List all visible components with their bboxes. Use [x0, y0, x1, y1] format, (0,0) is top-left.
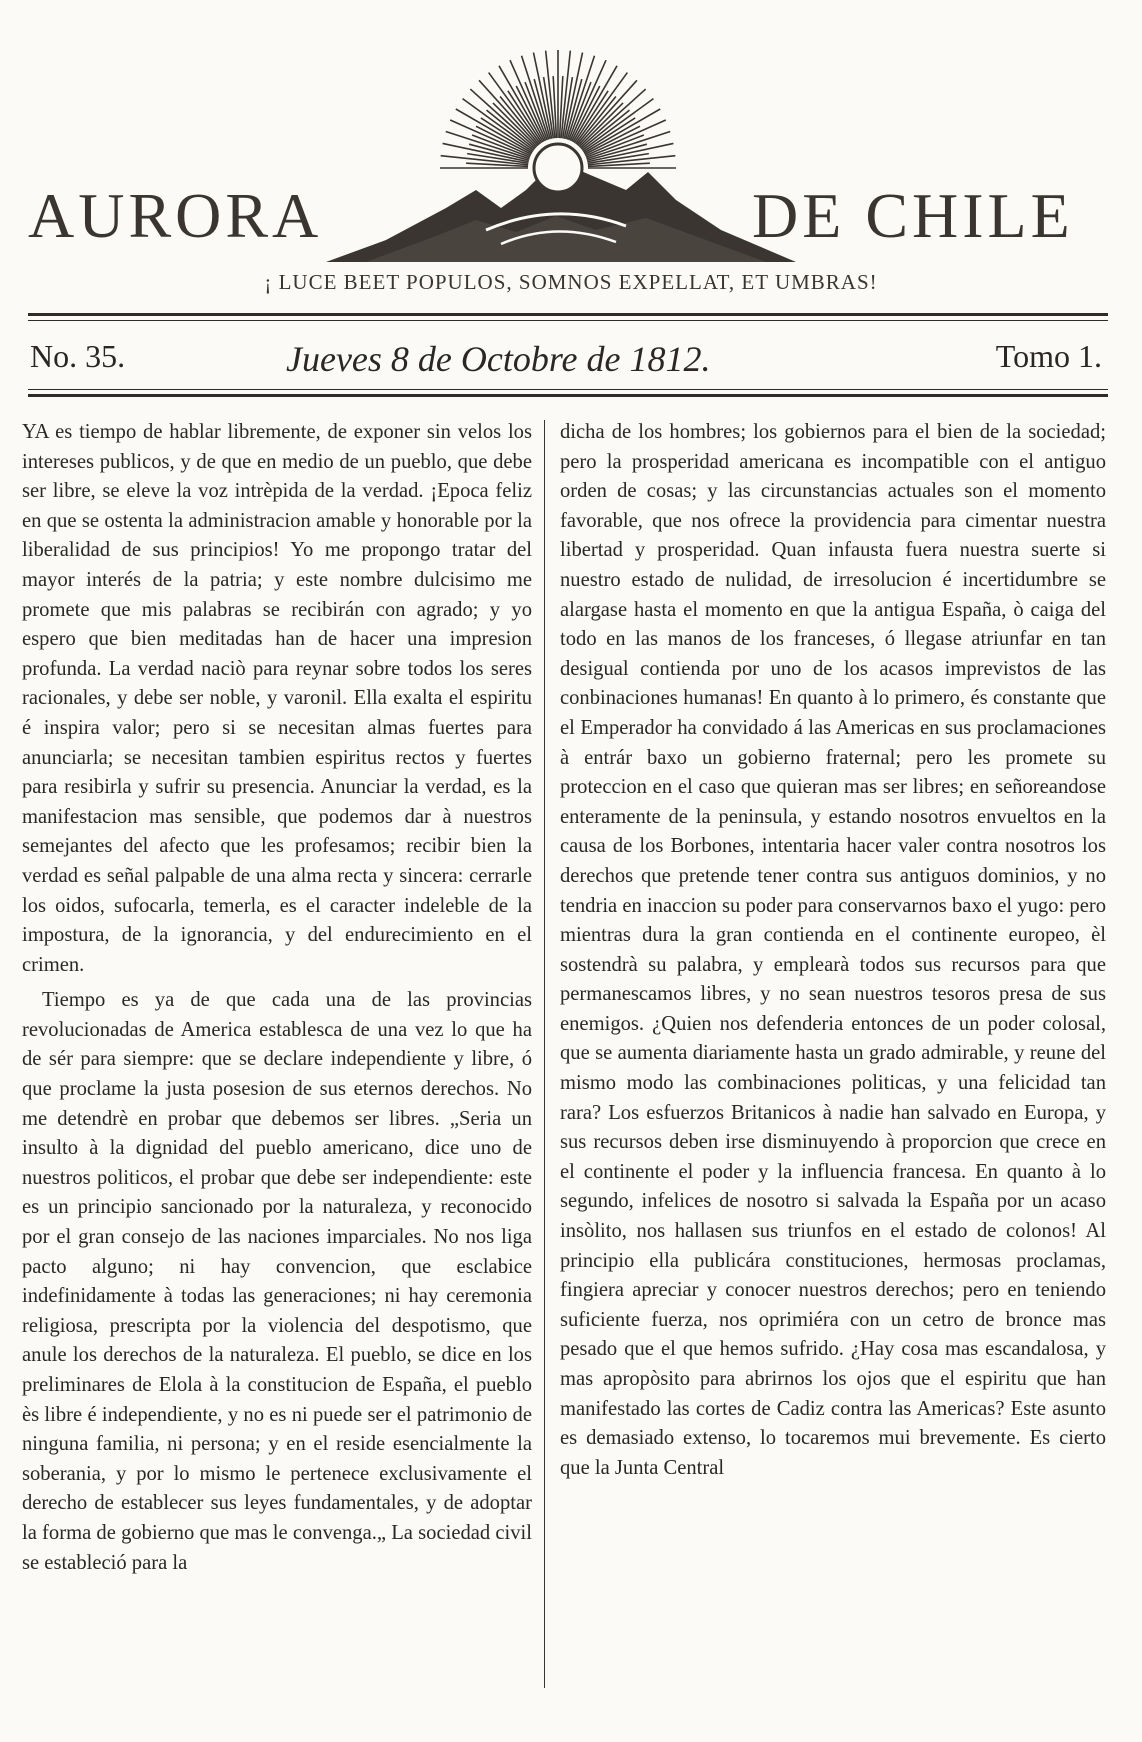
divider-rule — [28, 320, 1108, 321]
article-paragraph: YA es tiempo de hablar libremente, de exponer sin velos los intereses publicos, y de que en medio de un pueblo, que debe ser libre, se eleve la voz intrèpida de la verdad. ¡Epoca feliz en que se ostenta la administracion amable y honorable por la liberalidad de sus principios! Yo me propongo tratar del mayor interés de la patria; y este nombre dulcisimo me promete que mis palabras se recibirán con agrado; y yo espero que bien meditadas han de hacer una impresion profunda. La verdad naciò para reynar sobre todos los seres racionales, y debe ser noble, y varonil. Ella exalta el espiritu é inspira valor; pero si se necesitan almas fuertes para anunciarla; se necesitan tambien espiritus rectos y fuertes para resibirla y sufrir su presencia. Anunciar la verdad, es la manifestacion mas sensible, que podemos dar à nuestros semejantes del afecto que les profesamos; recibir bien la verdad es señal palpable de una alma recta y sincera: cerrarle los oidos, sufocarla, temerla, es el caracter indeleble de la impostura, de la ignorancia, y del endurecimiento en el crimen. — [22, 421, 532, 976]
masthead-title-left: AURORA — [28, 180, 323, 251]
issue-number: No. 35. — [30, 338, 126, 374]
divider-rule — [28, 394, 1108, 397]
article-column-right — [560, 418, 1106, 1483]
column-divider — [544, 420, 545, 1688]
article-column-left — [22, 418, 532, 1578]
rising-sun-over-mountains-icon — [326, 40, 796, 270]
masthead-motto: ¡ LUCE BEET POPULOS, SOMNOS EXPELLAT, ET UMBRAS! — [264, 270, 878, 294]
masthead-title-right: DE CHILE — [752, 180, 1074, 251]
issue-info-row — [0, 338, 1142, 382]
article-paragraph: dicha de los hombres; los gobiernos para el bien de la sociedad; pero la prosperidad americana es incompatible con el antiguo orden de cosas; y las circunstancias actuales son el momento favorable, que nos ofrece la providencia para cimentar nuestra libertad y prosperidad. Quan infausta fuera nuestra suerte si nuestro estado de nulidad, de irresolucion é incertidumbre se alargase hasta el momento en que la antigua España, ò caiga del todo en las manos de los franceses, ó llegase atriunfar en tan desigual contienda por uno de los acasos imprevistos de las conbinaciones humanas! En quanto à lo primero, és constante que el Emperador ha convidado á las Americas en sus proclamaciones à entrár baxo un gobierno fraternal; pero les promete su proteccion en el caso que quieran mas ser libres; en señoreandose enteramente de la peninsula, y estando nosotros envueltos en la causa de los Borbones, intentaria hacer valer contra nosotros los derechos que pretende tener contra sus antiguos dominios, y no tendria en inaccion su poder para conservarnos baxo el yugo: pero mientras dura la gran contienda en el continente europeo, èl sostendrà su palabra, y emplearà todos sus recursos para que permanescamos libres, y no sean nuestros tesoros presa de sus enemigos. ¿Quien nos defenderia entonces de un poder colosal, que se aumenta diariamente hasta un grado admirable, y reune del mismo modo las combinaciones politicas, y una felicidad tan rara? Los esfuerzos Britanicos à nadie han salvado en Europa, y sus recursos deben irse disminuyendo à proporcion que crece en el continente el poder y la influencia francesa. En quanto à lo segundo, infelices de nosotro si salvada la España por un acaso insòlito, nos hallasen sus triunfos en el estado de colonos! Al principio ella publicára constituciones, hermosas proclamas, fingiera apreciar y conocer nuestros derechos; pero en teniendo suficiente fuerza, nos oprimiéra con un cetro de bronce mas pesado que el que hemos sufrido. ¿Hay cosa mas escandalosa, y mas apropòsito para abrirnos los ojos que el espiritu que han manifestado las cortes de Cadiz contra las Americas? Este asunto es demasiado extenso, lo tocaremos mui brevemente. Es cierto que la Junta Central — [560, 421, 1106, 1479]
divider-rule — [28, 313, 1108, 316]
issue-volume: Tomo 1. — [995, 338, 1102, 374]
divider-rule — [28, 389, 1108, 390]
issue-date: Jueves 8 de Octobre de 1812. — [286, 339, 711, 379]
article-paragraph: Tiempo es ya de que cada una de las provincias revolucionadas de America establesca de una vez lo que ha de sér para siempre: que se declare independiente y libre, ó que proclame la justa posesion de sus eternos derechos. No me detendrè en probar que debemos ser libres. „Seria un insulto à la dignidad del pueblo americano, dice uno de nuestros politicos, el probar que debe ser independiente: este es un principio sancionado por la naturaleza, y reconocido por el gran consejo de las naciones imparciales. No nos liga pacto alguno; ni hay convencion, que esclabice indefinidamente à todas las generaciones; ni hay ceremonia religiosa, prescripta por la violencia del despotismo, que anule los derechos de la naturaleza. El pueblo, se dice en los preliminares de Elola à la constitucion de España, el pueblo ès libre é independiente, y no es ni puede ser el patrimonio de ninguna familia, ni persona; y en el reside esencialmente la soberania, y por lo mismo le pertenece exclusivamente el derecho de establecer sus leyes fundamentales, y de adoptar la forma de gobierno que mas le convenga.„ La sociedad civil se estableció para la — [22, 989, 532, 1574]
